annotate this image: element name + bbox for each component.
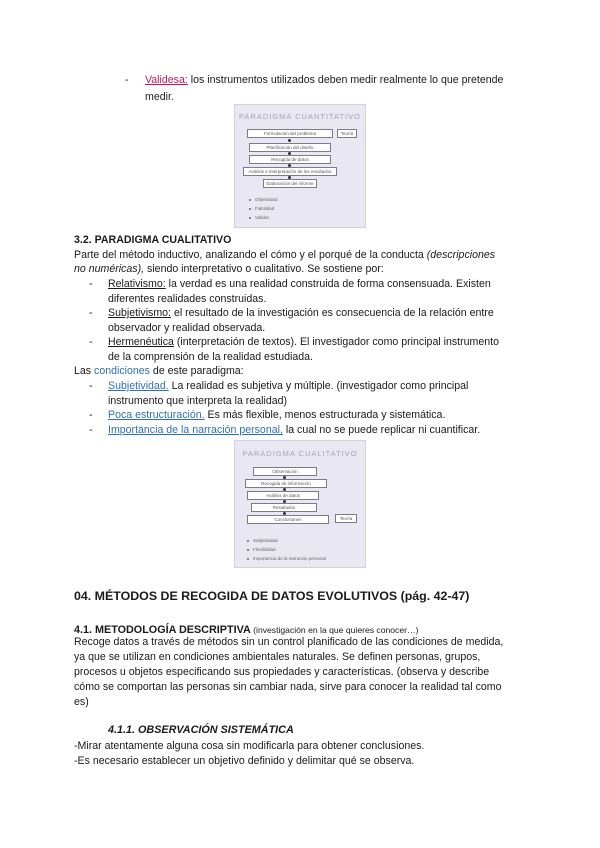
section-3-2-intro-line-1: Parte del método inductivo, analizando el cómo y el porqué de la conducta (descripciones [74, 249, 496, 261]
figure2-box-4: Resultados [251, 503, 317, 512]
section-04-heading: 04. MÉTODOS DE RECOGIDA DE DATOS EVOLUTIVOS (pág. 42-47) [74, 589, 470, 603]
figure1-box-1: Formulación del problema [247, 129, 333, 138]
figure1-box-3: Recogida de datos [249, 155, 331, 164]
section-4-1-line-2: ya que se utilizan en condiciones ambientales naturales. Se definen personas, grupos, [74, 651, 481, 663]
section-4-1-1-line-2: -Es necesario establecer un objetivo definido y delimitar qué se observa. [74, 755, 415, 767]
figure2-side-box: Teoría [335, 514, 357, 523]
figure2-legend-3: Importancia de la narración personal [247, 556, 326, 561]
conditions-line: Las condiciones de este paradigma: [74, 365, 244, 377]
validesa-text: los instrumentos utilizados deben medir realmente lo que pretende [187, 74, 504, 86]
figure1-title: PARADIGMA CUANTITATIVO [238, 112, 361, 121]
figure2-box-2: Recogida de información [245, 479, 327, 488]
figure2-legend-1: Subjetividad [247, 538, 278, 543]
figure2-box-1: Observación [253, 467, 317, 476]
section-4-1-line-1: Recoge datos a través de métodos sin un control planificado de las condiciones de medida, [74, 636, 504, 648]
figure2-title: PARADIGMA CUALITATIVO [242, 449, 358, 458]
figure2-legend-2: Flexibilidad [247, 547, 276, 552]
figure1-box-4: Análisis e interpretación de los resultados [243, 167, 337, 176]
figure1-box-5: Elaboración del informe [263, 179, 317, 188]
figure2-box-3: Análisis de datos [247, 491, 319, 500]
validesa-term: Validesa: [145, 74, 188, 86]
section-4-1-heading: 4.1. METODOLOGÍA DESCRIPTIVA (investigación en la que quieres conocer…) [74, 624, 419, 636]
figure-paradigma-cuantitativo [234, 104, 366, 228]
section-4-1-1-line-1: -Mirar atentamente alguna cosa sin modificarla para obtener conclusiones. [74, 740, 425, 752]
figure1-legend-2: Fiabilidad [249, 206, 274, 211]
section-4-1-line-5: es) [74, 696, 89, 708]
figure1-side-box: Teoría [337, 129, 357, 138]
validesa-cont: medir. [145, 91, 174, 103]
figure2-box-5: Conclusiones [247, 515, 329, 524]
figure-paradigma-cualitativo [234, 440, 366, 568]
bullet-dash: - [125, 74, 129, 86]
section-4-1-line-3: procesos u objetos especificando sus propiedades y características. (observa y describe [74, 666, 490, 678]
figure1-dot [288, 139, 291, 142]
section-4-1-1-heading: 4.1.1. OBSERVACIÓN SISTEMÁTICA [108, 724, 294, 736]
figure1-box-2: Planificación del diseño [249, 143, 331, 152]
section-3-2-intro-line-2: no numéricas), siendo interpretativo o cualitativo. Se sostiene por: [74, 263, 384, 275]
figure1-legend-3: Validez [249, 215, 269, 220]
section-3-2-heading: 3.2. PARADIGMA CUALITATIVO [74, 234, 232, 246]
figure1-legend-1: Objetividad [249, 197, 278, 202]
section-4-1-line-4: cómo se comportan las personas sin cambiar nada, sirve para conocer la realidad tal como [74, 681, 502, 693]
